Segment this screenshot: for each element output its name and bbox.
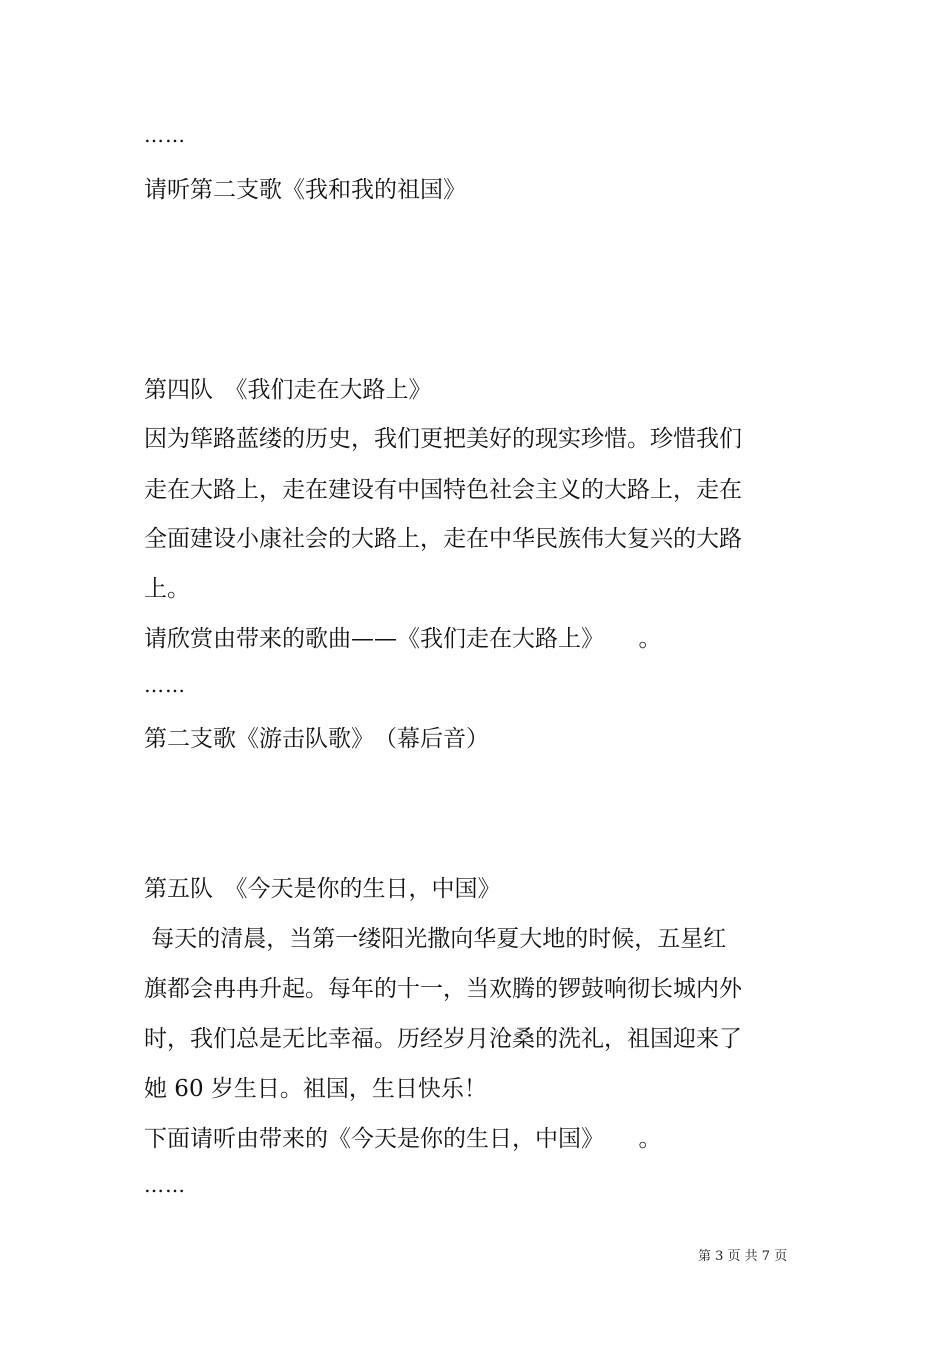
paragraph-line: 走在大路上，走在建设有中国特色社会主义的大路上，走在 bbox=[144, 477, 742, 503]
paragraph-line: 旗都会冉冉升起。每年的十一，当欢腾的锣鼓响彻长城内外 bbox=[144, 976, 742, 1002]
second-song-line: 第二支歌《游击队歌》 （幕后音） bbox=[144, 726, 489, 752]
page-number: 第 3 页 共 7 页 bbox=[698, 1249, 788, 1264]
paragraph-line: 时，我们总是无比幸福。历经岁月沧桑的洗礼，祖国迎来了 bbox=[144, 1026, 742, 1052]
ellipsis: …… bbox=[144, 1173, 186, 1197]
song-intro: 请欣赏由带来的歌曲——《我们走在大路上》 。 bbox=[144, 626, 662, 652]
paragraph-line: 全面建设小康社会的大路上，走在中华民族伟大复兴的大路 bbox=[144, 526, 742, 552]
paragraph-line: 上。 bbox=[144, 576, 190, 602]
paragraph-line: 她 60 岁生日。祖国，生日快乐！ bbox=[144, 1076, 487, 1102]
ellipsis: …… bbox=[144, 673, 186, 697]
section-heading-team-4: 第四队 《我们走在大路上》 bbox=[144, 377, 432, 403]
paragraph-line: 每天的清晨，当第一缕阳光撒向华夏大地的时候，五星红 bbox=[144, 926, 727, 952]
song-intro: 下面请听由带来的《今天是你的生日，中国》 。 bbox=[144, 1126, 662, 1152]
ellipsis: …… bbox=[144, 123, 186, 147]
paragraph-line: 因为筚路蓝缕的历史，我们更把美好的现实珍惜。珍惜我们 bbox=[144, 426, 742, 452]
section-heading-team-5: 第五队 《今天是你的生日，中国》 bbox=[144, 876, 501, 902]
song-intro: 请听第二支歌《我和我的祖国》 bbox=[144, 177, 466, 203]
